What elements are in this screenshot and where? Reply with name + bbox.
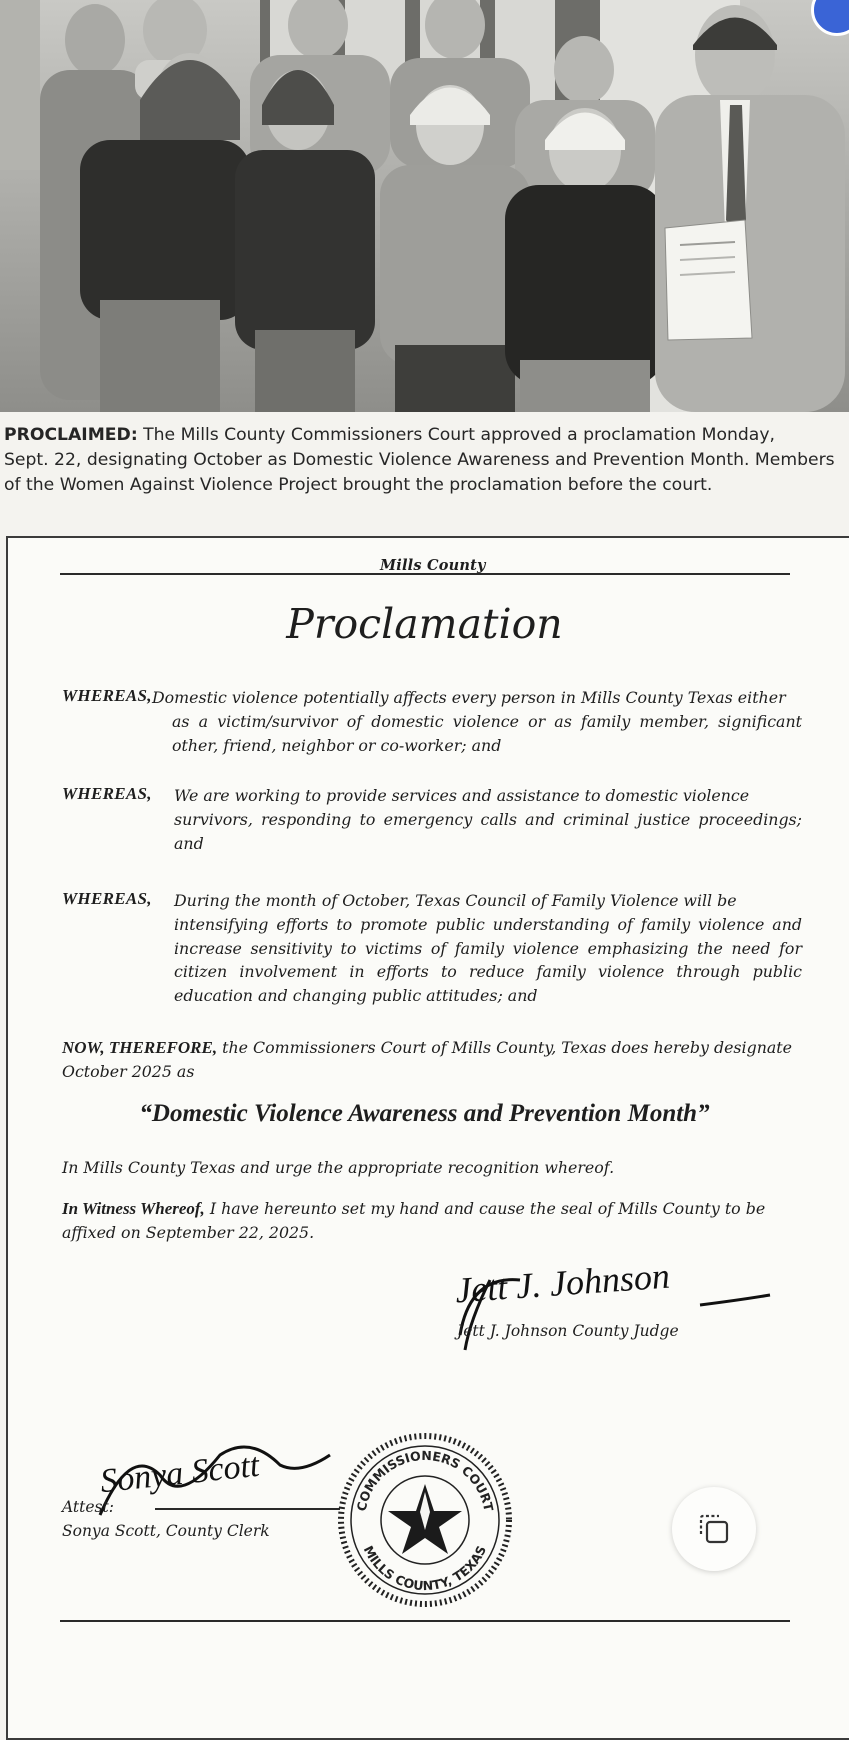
witness-paragraph bbox=[62, 1197, 802, 1244]
now-therefore-label: NOW, THEREFORE, bbox=[62, 1038, 218, 1057]
county-seal bbox=[337, 1432, 513, 1608]
judge-signature: Jett J. Johnson bbox=[453, 1255, 672, 1311]
clerk-caption: Sonya Scott, County Clerk bbox=[62, 1522, 270, 1540]
whereas-label-3: WHEREAS, bbox=[62, 889, 152, 908]
recognition-text: In Mills County Texas and urge the appropriate recognition whereof. bbox=[62, 1158, 615, 1177]
copy-icon bbox=[697, 1512, 731, 1546]
photo-caption bbox=[0, 423, 849, 498]
now-therefore-text: the Commissioners Court of Mills County, Texas does hereby designate October 2025 as bbox=[62, 1038, 792, 1081]
caption-line-2: Sept. 22, designating October as Domestic Violence Awareness and Prevention Month. Members bbox=[4, 450, 835, 470]
whereas-2-line1: We are working to provide services and assistance to domestic violence bbox=[174, 786, 750, 805]
whereas-label-2: WHEREAS, bbox=[62, 784, 152, 803]
whereas-3-line1: During the month of October, Texas Council of Family Violence will be bbox=[174, 891, 737, 910]
clerk-signature: Sonya Scott bbox=[98, 1446, 262, 1501]
caption-line-1 bbox=[0, 423, 849, 448]
copy-button[interactable] bbox=[672, 1487, 756, 1571]
caption-lead: PROCLAIMED: bbox=[4, 425, 138, 445]
judge-signature-flourish bbox=[440, 1265, 780, 1355]
whereas-2-rest: survivors, responding to emergency calls and criminal justice proceedings; and bbox=[174, 810, 802, 853]
photo-illustration bbox=[0, 0, 849, 412]
seal-top-text: COMMISSIONERS COURT bbox=[353, 1447, 497, 1513]
witness-text: I have hereunto set my hand and cause the seal of Mills County to be affixed on September 22, 2025. bbox=[62, 1199, 766, 1242]
caption-line-3: of the Women Against Violence Project brought the proclamation before the court. bbox=[4, 475, 713, 495]
proclamation-title: Proclamation bbox=[286, 600, 563, 648]
whereas-label-1: WHEREAS, bbox=[62, 686, 152, 705]
awareness-month-name: “Domestic Violence Awareness and Prevention Month” bbox=[139, 1100, 710, 1127]
county-heading: Mills County bbox=[380, 557, 486, 574]
seal-bottom-text: MILLS COUNTY, TEXAS bbox=[360, 1543, 490, 1594]
judge-caption: Jett J. Johnson County Judge bbox=[457, 1322, 679, 1340]
bottom-rule bbox=[60, 1620, 790, 1622]
whereas-3-rest: intensifying efforts to promote public understanding of family violence and increase sensitivity to victims of family violence emphasizing the need for citizen involvement in efforts to reduce family violence through public education and changing public attitudes; and bbox=[174, 915, 802, 1005]
now-therefore-paragraph bbox=[62, 1036, 802, 1083]
whereas-1-rest: as a victim/survivor of domestic violence or as family member, significant other, friend, neighbor or co-worker; and bbox=[172, 712, 802, 755]
star-icon bbox=[388, 1484, 462, 1554]
attest-signature-line bbox=[155, 1508, 340, 1510]
caption-text-1: The Mills County Commissioners Court approved a proclamation Monday, bbox=[137, 425, 775, 445]
attest-label: Attest: bbox=[62, 1498, 114, 1516]
witness-label: In Witness Whereof, bbox=[62, 1199, 205, 1218]
whereas-1-line1: Domestic violence potentially affects every person in Mills County Texas either bbox=[152, 688, 786, 707]
group-photo bbox=[0, 0, 849, 412]
